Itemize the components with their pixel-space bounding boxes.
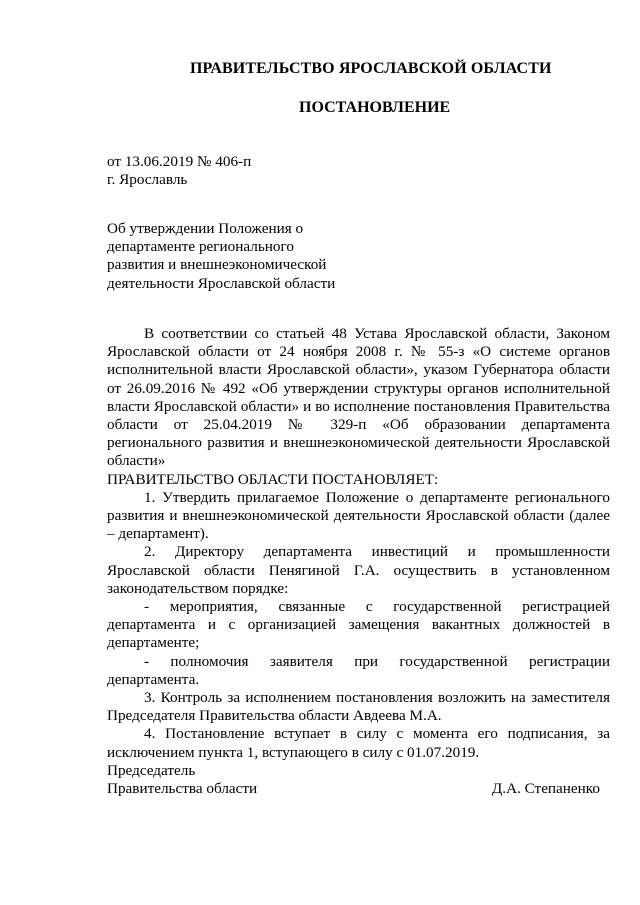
subject-line: деятельности Ярославской области <box>107 274 336 292</box>
item-2-paragraph: 2. Директору департамента инвестиций и промышленности Ярославской области Пенягиной Г.А. осуществить в установленном законодательством порядке: <box>107 543 610 597</box>
document-meta <box>107 153 251 189</box>
signer-position-line2: Правительства области <box>107 780 258 798</box>
subject-line: Об утверждении Положения о <box>107 220 304 237</box>
city: г. Ярославль <box>107 171 188 189</box>
signer-position-line1: Председатель <box>107 762 196 779</box>
item-3-paragraph: 3. Контроль за исполнением постановления возложить на заместителя Председателя Правительства области Авдеева М.А. <box>107 689 610 725</box>
signature-row <box>107 780 610 798</box>
item-2a-paragraph: - мероприятия, связанные с государственной регистрацией департамента и с организацией замещения вакантных должностей в департаменте; <box>107 598 610 652</box>
subject-line: департаменте регионального <box>107 238 294 256</box>
item-2b-paragraph: - полномочия заявителя при государственной регистрации департамента. <box>107 652 610 688</box>
signer-name: Д.А. Степаненко <box>491 780 600 798</box>
document-subject <box>107 220 367 293</box>
item-4-paragraph: 4. Постановление вступает в силу с момента его подписания, за исключением пункта 1, вступающего в силу с 01.07.2019. <box>107 725 610 761</box>
government-title: ПРАВИТЕЛЬСТВО ЯРОСЛАВСКОЙ ОБЛАСТИ <box>190 60 552 77</box>
subject-line: развития и внешнеэкономической <box>107 256 327 274</box>
signature-block <box>107 762 610 798</box>
date-number: от 13.06.2019 № 406-п <box>107 153 252 170</box>
document-type: ПОСТАНОВЛЕНИЕ <box>299 99 451 116</box>
preamble-paragraph: В соответствии со статьей 48 Устава Ярославской области, Законом Ярославской области от 24 ноября 2008 г. № 55-з «О системе органов исполнительной власти Ярославской области», указом Губернатора области от 26.09.2016 № 492 «Об утверждении структуры органов исполнительной власти Ярославской области» и во исполнение постановления Правительства области от 25.04.2019 № 329-п «Об образовании департамента регионального развития и внешнеэкономической деятельности Ярославской области» <box>107 325 610 470</box>
item-1-paragraph: 1. Утвердить прилагаемое Положение о департаменте регионального развития и внешнеэкономической деятельности Ярославской области (далее – департамент). <box>107 488 610 543</box>
resolves-line: ПРАВИТЕЛЬСТВО ОБЛАСТИ ПОСТАНОВЛЯЕТ: <box>107 470 439 488</box>
document-body <box>107 325 610 762</box>
